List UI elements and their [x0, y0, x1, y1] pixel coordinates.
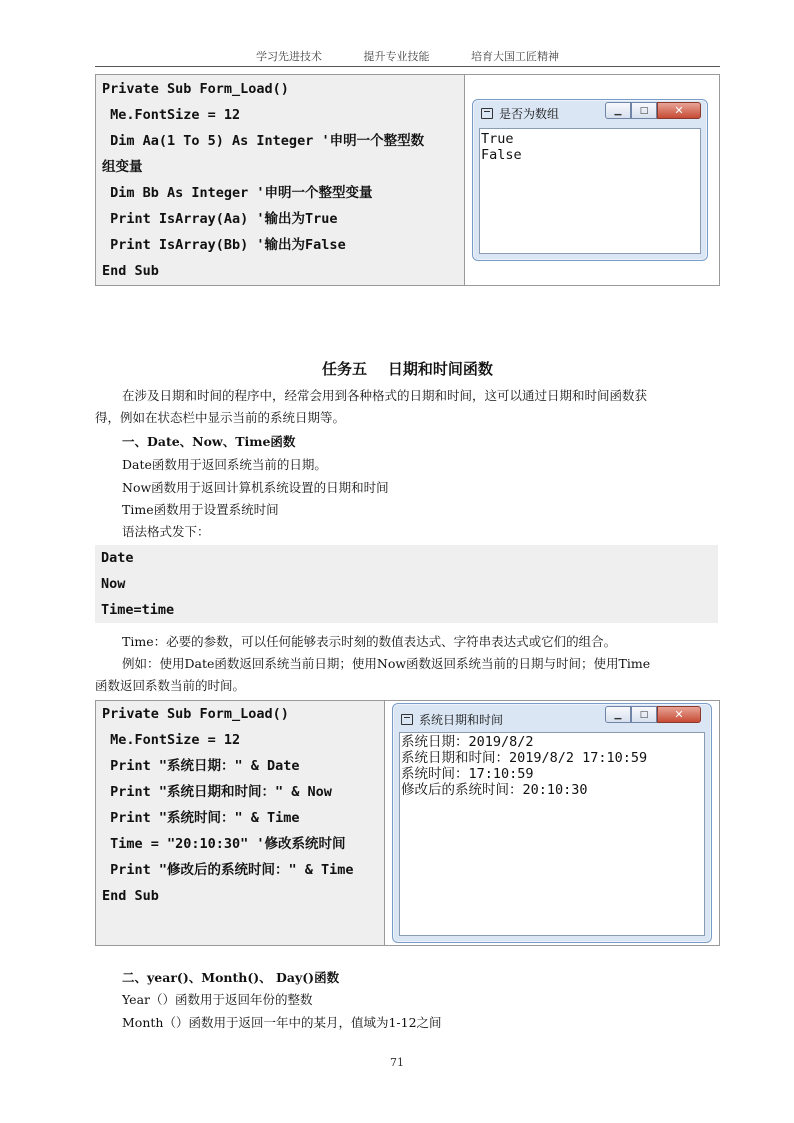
syntax-line: Date	[101, 550, 134, 566]
minimize-button[interactable]: ▁	[605, 102, 631, 119]
close-button[interactable]: ✕	[657, 706, 701, 723]
vb-window-is-array[interactable]	[472, 99, 708, 261]
sub1-line: Now函数用于返回计算机系统设置的日期和时间	[122, 480, 389, 495]
code-line: Me.FontSize = 12	[102, 732, 241, 748]
example-description-1: 例如：使用Date函数返回系统当前日期；使用Now函数返回系统当前的日期与时间；使用Time	[122, 656, 651, 671]
page-number: 71	[390, 1056, 404, 1069]
form-client-area	[399, 732, 705, 936]
window-title-bar[interactable]	[401, 711, 503, 728]
close-button[interactable]: ✕	[657, 102, 701, 119]
minimize-button[interactable]: ▁	[605, 706, 631, 723]
output-line: 系统时间：17:10:59	[401, 766, 534, 782]
section-title: 任务五 日期和时间函数	[322, 360, 493, 378]
intro-line-1: 在涉及日期和时间的程序中，经常会用到各种格式的日期和时间，这可以通过日期和时间函数获	[122, 388, 648, 403]
form-client-area	[479, 128, 701, 254]
sub1-line: 语法格式发下：	[122, 524, 210, 539]
intro-line-2: 得，例如在状态栏中显示当前的系统日期等。	[95, 410, 346, 425]
code-line: Print "系统时间：" & Time	[102, 810, 300, 826]
example2-table	[95, 700, 720, 946]
code-line: Dim Bb As Integer '申明一个整型变量	[102, 185, 373, 201]
example2-code-cell	[96, 701, 384, 945]
code-line: End Sub	[102, 888, 159, 904]
subsection-title-2: 二、year()、Month()、 Day()函数	[122, 970, 340, 985]
window-controls	[605, 102, 701, 119]
code-line: End Sub	[102, 263, 159, 279]
syntax-line: Now	[101, 576, 126, 592]
maximize-button[interactable]: □	[631, 706, 657, 723]
example1-code-cell	[96, 75, 464, 285]
maximize-button[interactable]: □	[631, 102, 657, 119]
syntax-line: Time=time	[101, 602, 175, 618]
header-part-1: 学习先进技术	[256, 50, 322, 63]
header-rule	[95, 66, 720, 67]
subsection-title-1: 一、Date、Now、Time函数	[122, 434, 296, 449]
code-line: Print "系统日期和时间：" & Now	[102, 784, 332, 800]
sub2-line: Month（）函数用于返回一年中的某月，值域为1-12之间	[122, 1015, 442, 1030]
sub1-line: Date函数用于返回系统当前的日期。	[122, 457, 327, 472]
sub2-line: Year（）函数用于返回年份的整数	[122, 992, 313, 1007]
time-description: Time：必要的参数，可以任何能够表示时刻的数值表达式、字符串表达式或它们的组合。	[122, 634, 617, 649]
output-line: 修改后的系统时间：20:10:30	[401, 782, 588, 798]
window-controls	[605, 706, 701, 723]
example-description-2: 函数返回系数当前的时间。	[95, 678, 246, 693]
sub1-line: Time函数用于设置系统时间	[122, 502, 279, 517]
form-icon	[481, 108, 493, 119]
code-line: Private Sub Form_Load()	[102, 706, 289, 722]
code-line: Print IsArray(Aa) '输出为True	[102, 211, 338, 227]
output-line: 系统日期：2019/8/2	[401, 734, 534, 750]
window-title: 系统日期和时间	[419, 713, 504, 727]
page-header	[95, 48, 720, 64]
code-line: Me.FontSize = 12	[102, 107, 241, 123]
code-line: Private Sub Form_Load()	[102, 81, 289, 97]
syntax-box	[95, 545, 718, 623]
vb-window-date-time[interactable]	[392, 703, 712, 943]
code-line: Dim Aa(1 To 5) As Integer '申明一个整型数	[102, 133, 425, 149]
output-line: 系统日期和时间：2019/8/2 17:10:59	[401, 750, 648, 766]
header-part-2: 提升专业技能	[363, 50, 430, 63]
code-line: Time = "20:10:30" '修改系统时间	[102, 836, 346, 852]
window-title-bar[interactable]	[481, 105, 559, 122]
output-line: False	[481, 147, 522, 163]
example1-table	[95, 74, 720, 286]
code-line: 组变量	[102, 159, 143, 175]
form-icon	[401, 714, 413, 725]
code-line: Print IsArray(Bb) '输出为False	[102, 237, 346, 253]
window-title: 是否为数组	[499, 107, 560, 121]
output-line: True	[481, 131, 514, 147]
header-part-3: 培育大国工匠精神	[471, 50, 559, 63]
cell-divider	[464, 75, 465, 285]
cell-divider	[384, 701, 385, 945]
code-line: Print "修改后的系统时间：" & Time	[102, 862, 354, 878]
code-line: Print "系统日期：" & Date	[102, 758, 300, 774]
